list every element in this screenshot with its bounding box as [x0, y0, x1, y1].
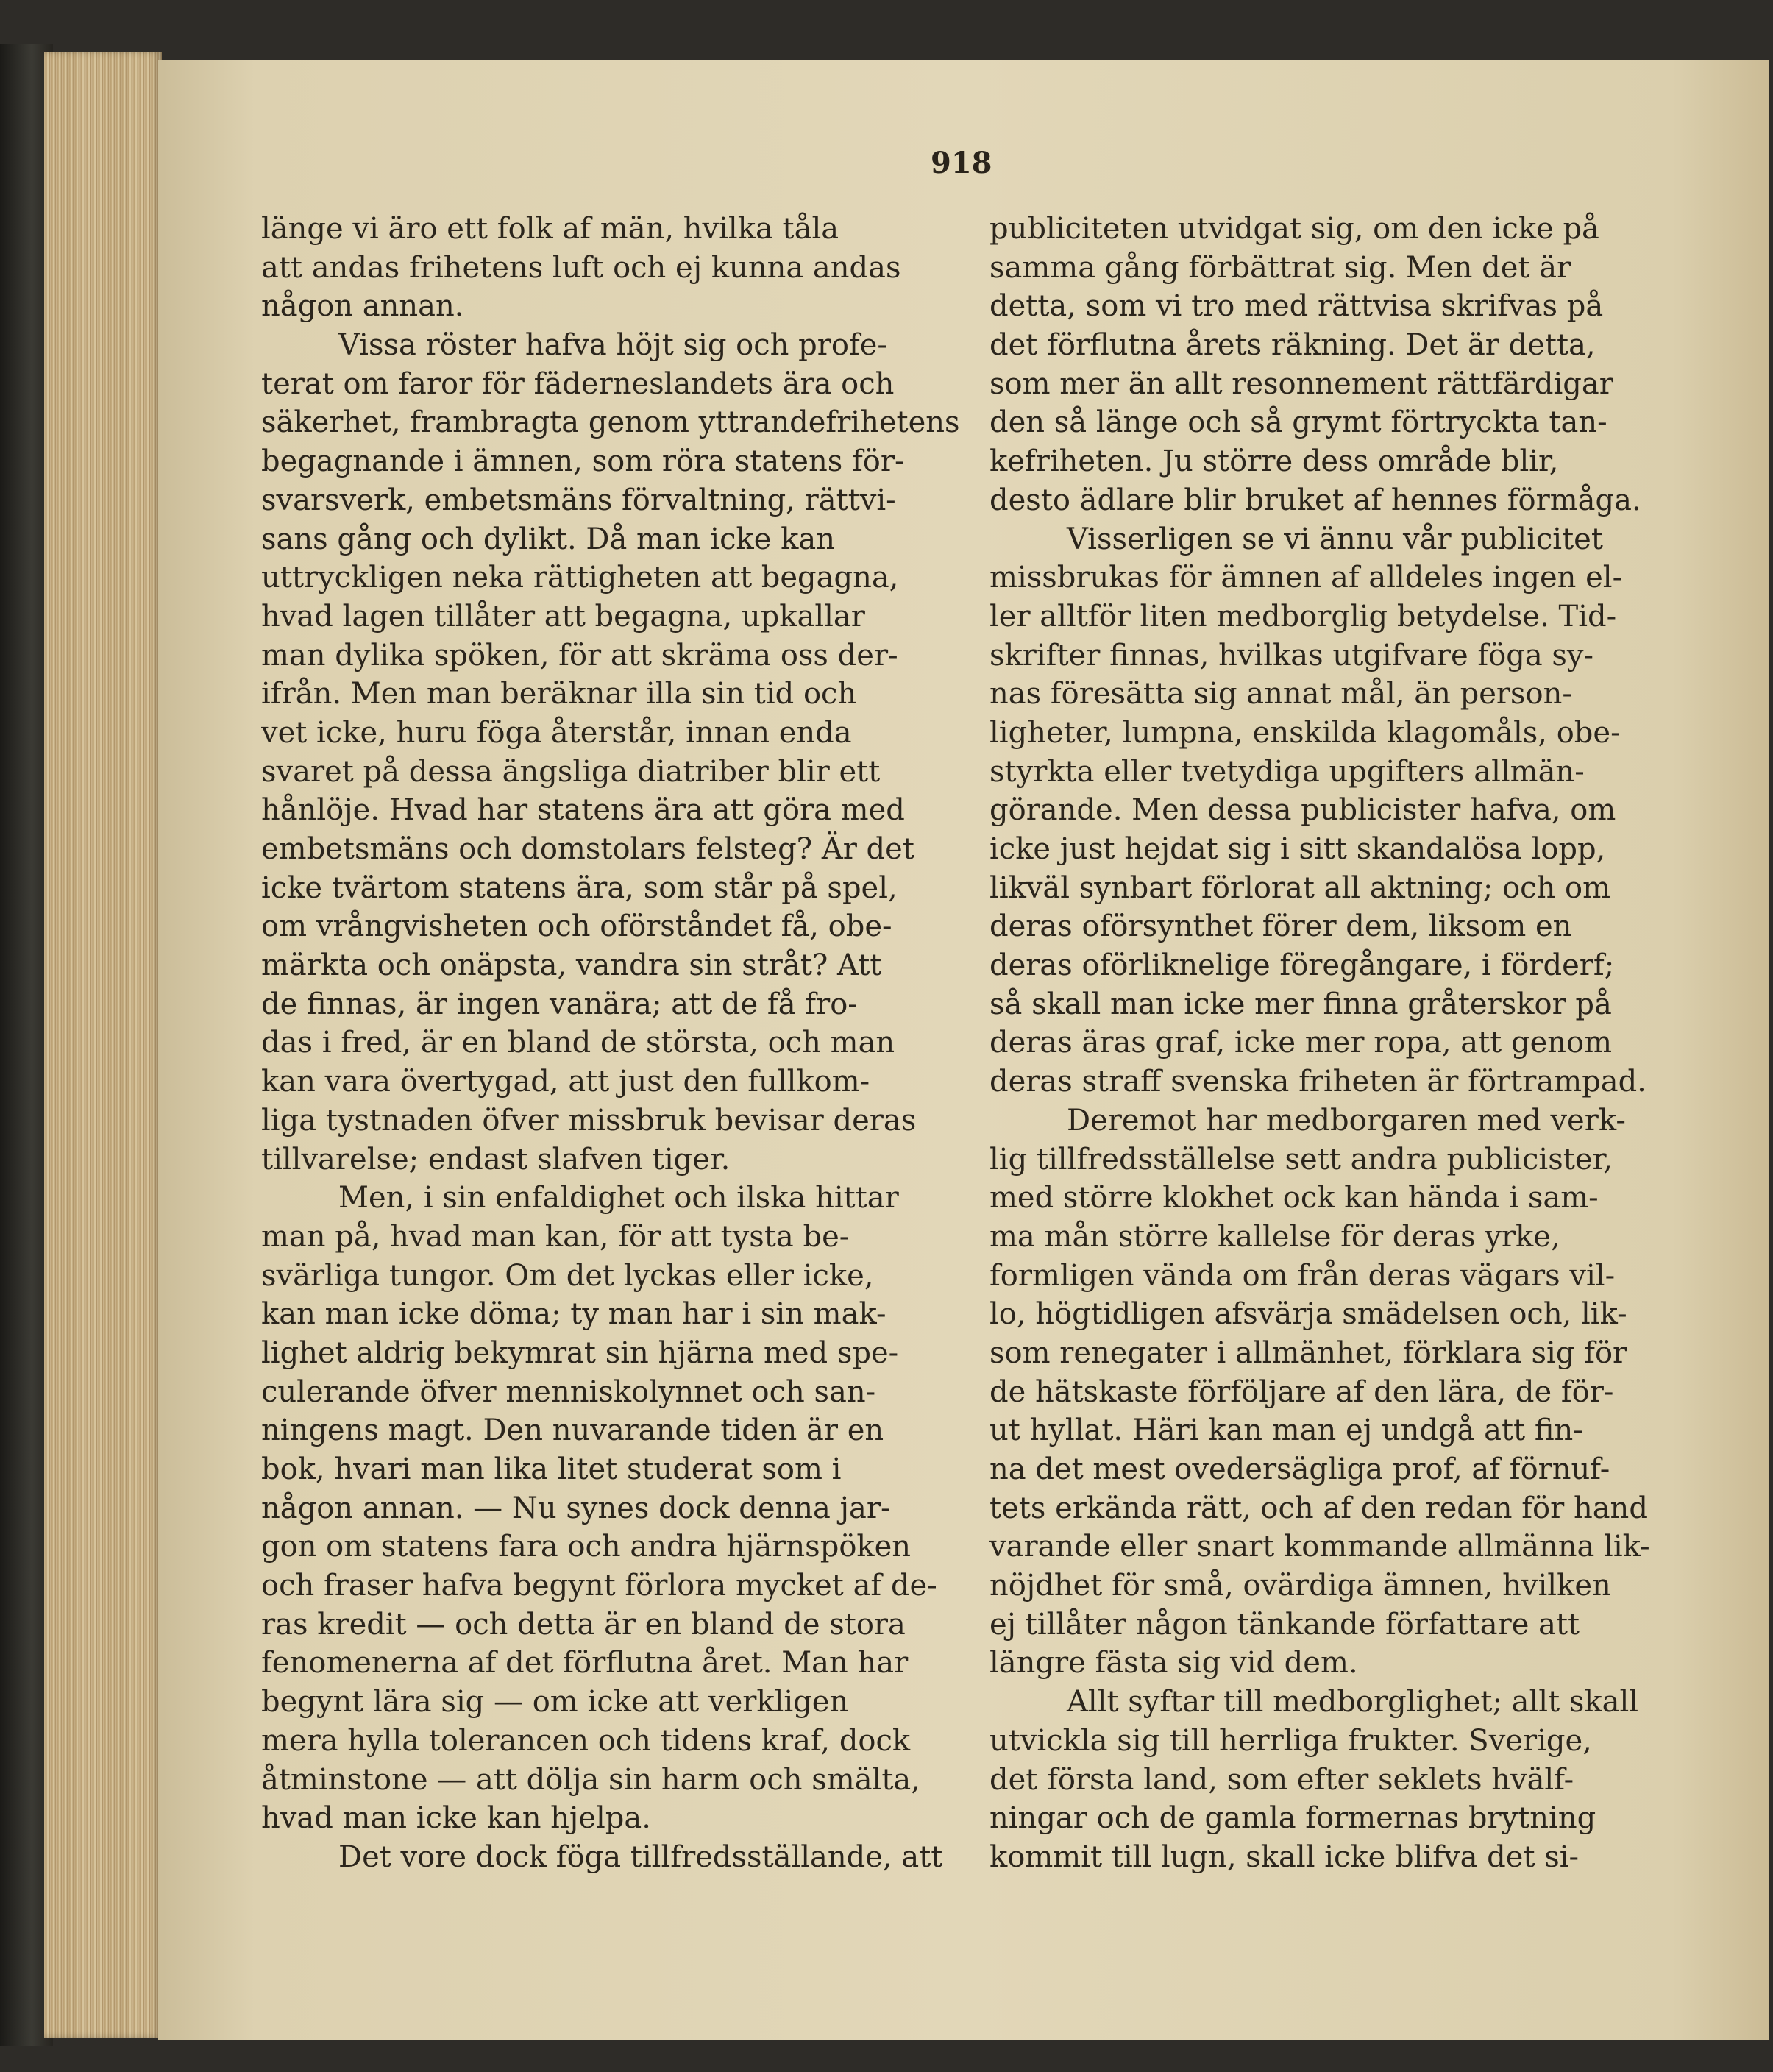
- text-line: hånlöje. Hvad har statens ära att göra med: [261, 793, 905, 828]
- text-line: man dylika spöken, för att skräma oss der-: [261, 638, 898, 673]
- text-line: deras äras graf, icke mer ropa, att genom: [989, 1026, 1613, 1060]
- text-line: icke tvärtom statens ära, som står på spel,: [261, 870, 898, 905]
- text-line: missbrukas för ämnen af alldeles ingen el-: [989, 561, 1623, 595]
- page-edges: [44, 52, 162, 2038]
- text-line: samma gång förbättrat sig. Men det är: [989, 250, 1571, 285]
- text-line: ligheter, lumpna, enskilda klagomåls, obe-: [989, 715, 1621, 750]
- text-line: lig tillfredsställelse sett andra publicister,: [989, 1142, 1613, 1177]
- text-line: gon om statens fara och andra hjärnspöken: [261, 1530, 912, 1564]
- text-line: tillvarelse; endast slafven tiger.: [261, 1142, 731, 1177]
- text-line: hvad lagen tillåter att begagna, upkallar: [261, 599, 865, 634]
- text-line: säkerhet, frambragta genom yttrandefrihetens: [261, 405, 960, 440]
- text-line: svärliga tungor. Om det lyckas eller icke,: [261, 1258, 874, 1293]
- left-text-column: [261, 210, 989, 1877]
- text-line: hvad man icke kan hjelpa.: [261, 1801, 651, 1836]
- text-line: Men, i sin enfaldighet och ilska hittar: [338, 1181, 899, 1216]
- text-line: med större klokhet ock kan hända i sam-: [989, 1181, 1599, 1216]
- text-line: någon annan. — Nu synes dock denna jar-: [261, 1491, 891, 1525]
- text-line: skrifter finnas, hvilkas utgifvare föga sy-: [989, 638, 1594, 673]
- text-line: ut hyllat. Häri kan man ej undgå att fin-: [989, 1413, 1583, 1448]
- text-line: Vissa röster hafva höjt sig och profe-: [338, 328, 887, 363]
- text-line: deras straff svenska friheten är förtrampad.: [989, 1065, 1646, 1099]
- text-line: ras kredit — och detta är en bland de stora: [261, 1607, 906, 1642]
- text-line: detta, som vi tro med rättvisa skrifvas på: [989, 289, 1604, 324]
- text-line: begagnande i ämnen, som röra statens för-: [261, 444, 905, 479]
- text-line: lo, högtidligen afsvärja smädelsen och, lik-: [989, 1297, 1627, 1332]
- page-number: 918: [931, 146, 992, 180]
- text-line: kan vara övertygad, att just den fullkom-: [261, 1065, 870, 1099]
- text-line: ningens magt. Den nuvarande tiden är en: [261, 1413, 884, 1448]
- text-line: vet icke, huru föga återstår, innan enda: [261, 715, 852, 750]
- text-line: culerande öfver menniskolynnet och san-: [261, 1374, 876, 1409]
- text-line: det förflutna årets räkning. Det är detta,: [989, 328, 1596, 363]
- text-line: ningar och de gamla formernas brytning: [989, 1801, 1596, 1836]
- text-line: bok, hvari man lika litet studerat som i: [261, 1452, 842, 1486]
- text-line: formligen vända om från deras vägars vil-: [989, 1258, 1616, 1293]
- text-line: desto ädlare blir bruket af hennes förmåga.: [989, 483, 1641, 517]
- text-line: och fraser hafva begynt förlora mycket af de-: [261, 1569, 937, 1603]
- text-line: ej tillåter någon tänkande författare att: [989, 1607, 1580, 1642]
- text-line: den så länge och så grymt förtryckta tan-: [989, 405, 1607, 440]
- text-line: Visserligen se vi ännu vår publicitet: [1067, 522, 1603, 556]
- right-text-column: [989, 210, 1718, 1877]
- text-line: så skall man icke mer finna gråterskor på: [989, 987, 1612, 1021]
- text-line: begynt lära sig — om icke att verkligen: [261, 1685, 849, 1720]
- text-line: embetsmäns och domstolars felsteg? Är det: [261, 832, 914, 866]
- text-line: Det vore dock föga tillfredsställande, att: [338, 1839, 943, 1874]
- text-line: icke just hejdat sig i sitt skandalösa lopp,: [989, 832, 1606, 866]
- text-line: om vrångvisheten och oförståndet få, obe-: [261, 909, 892, 944]
- text-line: länge vi äro ett folk af män, hvilka tåla: [261, 212, 839, 246]
- text-line: nöjdhet för små, ovärdiga ämnen, hvilken: [989, 1569, 1611, 1603]
- text-line: deras oförliknelige föregångare, i förderf;: [989, 948, 1615, 983]
- text-line: fenomenerna af det förflutna året. Man har: [261, 1646, 909, 1681]
- text-line: varande eller snart kommande allmänna lik-: [989, 1530, 1650, 1564]
- text-line: Allt syftar till medborglighet; allt skall: [1067, 1685, 1639, 1720]
- text-line: lighet aldrig bekymrat sin hjärna med spe-: [261, 1335, 899, 1370]
- text-line: som renegater i allmänhet, förklara sig för: [989, 1335, 1627, 1370]
- text-line: som mer än allt resonnement rättfärdigar: [989, 366, 1613, 401]
- text-line: ifrån. Men man beräknar illa sin tid och: [261, 677, 857, 712]
- text-line: deras oförsynthet förer dem, liksom en: [989, 909, 1572, 944]
- text-line: det första land, som efter seklets hvälf-: [989, 1762, 1574, 1797]
- text-line: publiciteten utvidgat sig, om den icke på: [989, 212, 1599, 246]
- text-line: Deremot har medborgaren med verk-: [1067, 1103, 1626, 1138]
- text-line: utvickla sig till herrliga frukter. Sverige,: [989, 1723, 1592, 1758]
- text-line: na det mest ovedersägliga prof, af förnuf-: [989, 1452, 1610, 1486]
- text-line: svaret på dessa ängsliga diatriber blir ett: [261, 754, 881, 789]
- text-line: åtminstone — att dölja sin harm och smälta,: [261, 1762, 920, 1797]
- text-line: styrkta eller tvetydiga upgifters allmän-: [989, 754, 1585, 789]
- text-line: någon annan.: [261, 289, 464, 324]
- text-line: das i fred, är en bland de största, och man: [261, 1026, 895, 1060]
- text-line: terat om faror för fäderneslandets ära och: [261, 366, 895, 401]
- text-line: sans gång och dylikt. Då man icke kan: [261, 522, 835, 556]
- text-line: likväl synbart förlorat all aktning; och om: [989, 870, 1611, 905]
- text-line: längre fästa sig vid dem.: [989, 1646, 1358, 1681]
- text-line: svarsverk, embetsmäns förvaltning, rättvi-: [261, 483, 896, 517]
- text-line: kefriheten. Ju större dess område blir,: [989, 444, 1559, 479]
- text-line: tets erkända rätt, och af den redan för hand: [989, 1491, 1648, 1525]
- text-line: att andas frihetens luft och ej kunna andas: [261, 250, 901, 285]
- text-line: mera hylla tolerancen och tidens kraf, dock: [261, 1723, 911, 1758]
- text-line: ler alltför liten medborglig betydelse. Tid-: [989, 599, 1617, 634]
- text-line: kommit till lugn, skall icke blifva det si-: [989, 1839, 1580, 1874]
- text-line: liga tystnaden öfver missbruk bevisar deras: [261, 1103, 917, 1138]
- text-line: uttryckligen neka rättigheten att begagna,: [261, 561, 899, 595]
- text-line: görande. Men dessa publicister hafva, om: [989, 793, 1616, 828]
- text-line: de finnas, är ingen vanära; att de få fro-: [261, 987, 858, 1021]
- text-line: man på, hvad man kan, för att tysta be-: [261, 1219, 850, 1254]
- text-line: de hätskaste förföljare af den lära, de för-: [989, 1374, 1614, 1409]
- text-line: ma mån större kallelse för deras yrke,: [989, 1219, 1560, 1254]
- text-line: märkta och onäpsta, vandra sin stråt? Att: [261, 948, 882, 983]
- text-line: nas föresätta sig annat mål, än person-: [989, 677, 1572, 712]
- text-line: kan man icke döma; ty man har i sin mak-: [261, 1297, 887, 1332]
